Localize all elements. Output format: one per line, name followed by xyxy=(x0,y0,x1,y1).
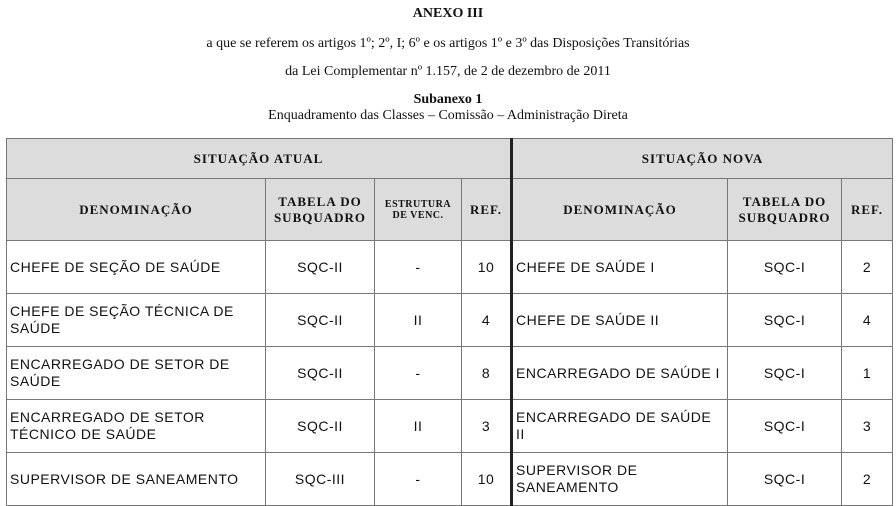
table-cell: - xyxy=(375,241,462,294)
table-cell: ENCARREGADO DE SAÚDE I xyxy=(512,347,728,400)
table-cell: ENCARREGADO DE SAÚDE II xyxy=(512,400,728,453)
table-cell: ENCARREGADO DE SETOR TÉCNICO DE SAÚDE xyxy=(7,400,266,453)
table-cell: 8 xyxy=(462,347,512,400)
table-cell: SQC-I xyxy=(728,453,842,506)
column-header: ESTRUTURA DE VENC. xyxy=(375,179,462,241)
subanexo-title: Subanexo 1 xyxy=(413,92,483,107)
table-cell: SQC-II xyxy=(266,400,375,453)
table-cell: CHEFE DE SEÇÃO TÉCNICA DE SAÚDE xyxy=(7,294,266,347)
column-header: TABELA DO SUBQUADRO xyxy=(728,179,842,241)
table-row xyxy=(7,347,893,400)
table-cell: SQC-II xyxy=(266,294,375,347)
table-row xyxy=(7,453,893,506)
table-cell: - xyxy=(375,347,462,400)
table-row xyxy=(7,400,893,453)
table-cell: SUPERVISOR DE SANEAMENTO xyxy=(512,453,728,506)
subtitle-line-2: da Lei Complementar nº 1.157, de 2 de dezembro de 2011 xyxy=(285,64,611,79)
table-row xyxy=(7,294,893,347)
table-cell: SQC-I xyxy=(728,347,842,400)
table-cell: 10 xyxy=(462,241,512,294)
column-header: DENOMINAÇÃO xyxy=(7,179,266,241)
table-cell: 10 xyxy=(462,453,512,506)
column-header: REF. xyxy=(462,179,512,241)
group-header-atual: SITUAÇÃO ATUAL xyxy=(7,139,512,179)
table-cell: II xyxy=(375,294,462,347)
table-cell: CHEFE DE SAÚDE II xyxy=(512,294,728,347)
table-cell: SQC-II xyxy=(266,241,375,294)
table-cell: 3 xyxy=(842,400,893,453)
table-cell: SQC-II xyxy=(266,347,375,400)
table-cell: SQC-I xyxy=(728,241,842,294)
table-cell: 3 xyxy=(462,400,512,453)
classes-table xyxy=(6,138,893,506)
table-cell: 2 xyxy=(842,241,893,294)
table-cell: SQC-I xyxy=(728,294,842,347)
table-row xyxy=(7,241,893,294)
table-cell: II xyxy=(375,400,462,453)
column-header: REF. xyxy=(842,179,893,241)
table-cell: 2 xyxy=(842,453,893,506)
table-cell: SQC-I xyxy=(728,400,842,453)
table-cell: SQC-III xyxy=(266,453,375,506)
group-header-nova: SITUAÇÃO NOVA xyxy=(512,139,893,179)
subanexo-description: Enquadramento das Classes – Comissão – Administração Direta xyxy=(268,108,628,123)
table-cell: CHEFE DE SAÚDE I xyxy=(512,241,728,294)
table-cell: 4 xyxy=(842,294,893,347)
table-cell: 4 xyxy=(462,294,512,347)
document-title: ANEXO III xyxy=(412,6,484,21)
table-cell: CHEFE DE SEÇÃO DE SAÚDE xyxy=(7,241,266,294)
column-header: TABELA DO SUBQUADRO xyxy=(266,179,375,241)
column-header: DENOMINAÇÃO xyxy=(512,179,728,241)
subtitle-line-1: a que se referem os artigos 1º; 2º, I; 6º e os artigos 1º e 3º das Disposições Transitórias xyxy=(206,36,690,51)
table-cell: - xyxy=(375,453,462,506)
table-cell: ENCARREGADO DE SETOR DE SAÚDE xyxy=(7,347,266,400)
table-cell: 1 xyxy=(842,347,893,400)
table-cell: SUPERVISOR DE SANEAMENTO xyxy=(7,453,266,506)
